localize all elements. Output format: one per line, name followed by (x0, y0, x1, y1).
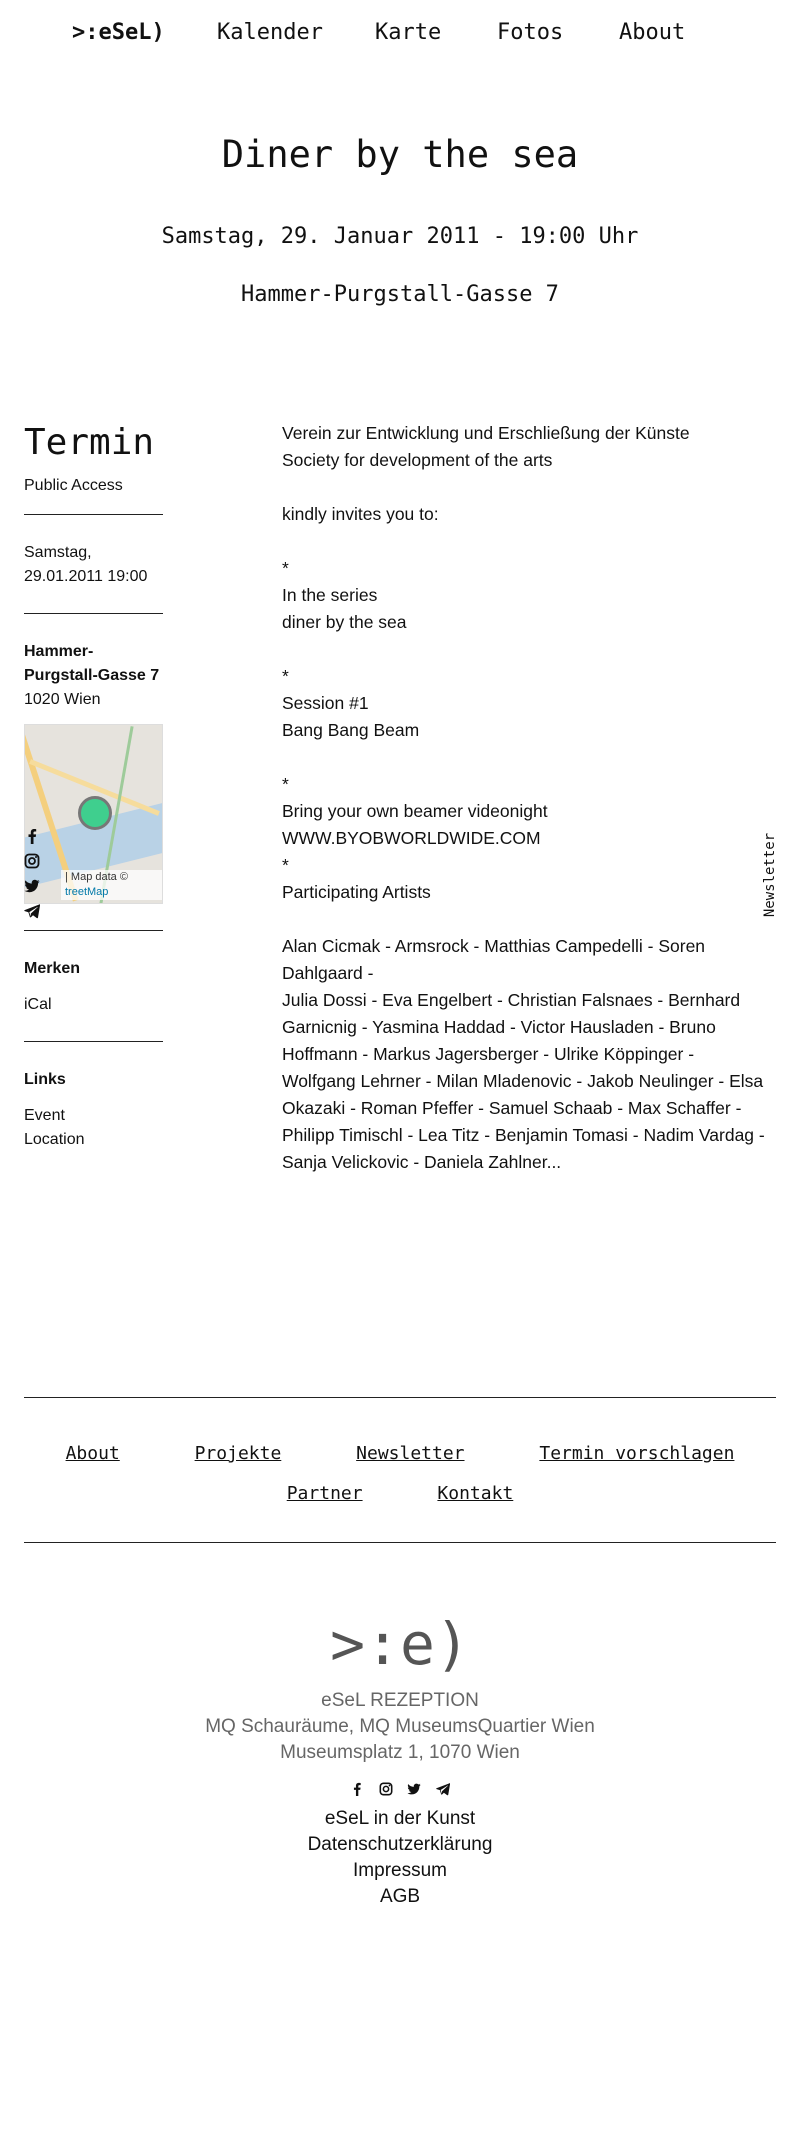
date-weekday: Samstag, (24, 544, 92, 561)
description-line: In the series (282, 585, 378, 605)
event-description (282, 420, 782, 1176)
map-attribution (61, 870, 163, 900)
description-line (282, 528, 782, 555)
description-line (282, 744, 782, 771)
nav-about[interactable]: About (619, 20, 686, 45)
instagram-icon[interactable] (379, 1782, 393, 1796)
event-link[interactable]: Event (24, 1107, 65, 1124)
description-line (282, 474, 782, 501)
newsletter-tab-label: Newsletter (762, 832, 778, 918)
twitter-icon[interactable] (24, 878, 40, 894)
description-line: * (282, 666, 289, 686)
artists-line: Wolfgang Lehrner - Milan Mladenovic - Jakob Neulinger - Elsa Okazaki - Roman Pfeffer - Samuel Schaab - Max Schaffer - (282, 1071, 764, 1118)
facebook-icon[interactable] (24, 828, 40, 844)
footer-link-newsletter[interactable]: Newsletter (356, 1443, 465, 1464)
description-line: Society for development of the arts (282, 450, 553, 470)
description-line (282, 906, 782, 933)
footer-link-esel-in-der-kunst[interactable]: eSeL in der Kunst (324, 1808, 476, 1829)
footer-link-impressum[interactable]: Impressum (353, 1860, 447, 1881)
footer-links-row (0, 1474, 800, 1514)
date-value: 29.01.2011 19:00 (24, 568, 148, 585)
merken-block (24, 931, 163, 1041)
termin-sidebar (24, 420, 163, 1152)
map-attribution-text: | Map data © (65, 871, 128, 883)
nav-karte[interactable]: Karte (375, 20, 442, 45)
footer-links-row (0, 1434, 800, 1474)
event-address: Hammer-Purgstall-Gasse 7 (241, 282, 559, 307)
links-title: Links (24, 1071, 66, 1088)
description-line: Session #1 (282, 693, 369, 713)
footer-link-about[interactable]: About (65, 1443, 120, 1464)
footer-address (0, 1688, 800, 1766)
footer-link-projekte[interactable]: Projekte (194, 1443, 282, 1464)
footer-link-termin-vorschlagen[interactable]: Termin vorschlagen (539, 1443, 735, 1464)
description-line: Bring your own beamer videonight (282, 801, 548, 821)
description-line: Bang Bang Beam (282, 720, 420, 740)
access-label: Public Access (24, 477, 123, 494)
event-datetime (24, 515, 163, 613)
event-title: Diner by the sea (221, 133, 579, 176)
footer-address-line: MQ Schauräume, MQ MuseumsQuartier Wien (205, 1716, 595, 1737)
artists-line: Alan Cicmak - Armsrock - Matthias Campedelli - Soren Dahlgaard - (282, 936, 706, 983)
footer-social-icons (0, 1780, 800, 1798)
footer-link-datenschutz[interactable]: Datenschutzerklärung (307, 1834, 493, 1855)
venue-city: 1020 Wien (24, 691, 101, 708)
top-navigation (0, 20, 800, 54)
description-line: kindly invites you to: (282, 504, 439, 524)
ical-link[interactable]: iCal (24, 996, 52, 1013)
footer-link-kontakt[interactable]: Kontakt (437, 1483, 514, 1504)
footer-link-agb[interactable]: AGB (379, 1886, 421, 1907)
description-line: diner by the sea (282, 612, 407, 632)
links-block (24, 1042, 163, 1152)
instagram-icon[interactable] (24, 853, 40, 869)
floating-social-bar (24, 828, 46, 928)
footer-legal-links (0, 1806, 800, 1910)
description-line: * (282, 774, 289, 794)
location-link[interactable]: Location (24, 1131, 85, 1148)
description-line: * (282, 558, 289, 578)
footer-address-line: Museumsplatz 1, 1070 Wien (280, 1742, 520, 1763)
telegram-icon[interactable] (436, 1782, 450, 1796)
termin-heading: Termin (24, 422, 155, 463)
map-marker-icon[interactable] (78, 796, 112, 830)
venue-street-2: Purgstall-Gasse 7 (24, 667, 160, 684)
map-attribution-link[interactable]: treetMap (65, 886, 109, 898)
artists-line: Julia Dossi - Eva Engelbert - Christian Falsnaes - Bernhard Garnicnig - Yasmina Haddad - Victor Hausladen - Bruno Hoffmann - Markus Jagersberger - Ulrike Köppinger - (282, 990, 741, 1064)
footer-link-partner[interactable]: Partner (286, 1483, 363, 1504)
artists-line: Philipp Timischl - Lea Titz - Benjamin Tomasi - Nadim Vardag - (282, 1125, 765, 1145)
twitter-icon[interactable] (407, 1782, 421, 1796)
facebook-icon[interactable] (350, 1782, 364, 1796)
artists-line: Sanja Velickovic - Daniela Zahlner... (282, 1152, 562, 1172)
footer-divider-top (24, 1397, 776, 1398)
footer-brand-logo[interactable]: >:e) (330, 1610, 470, 1678)
byob-link[interactable]: WWW.BYOBWORLDWIDE.COM (282, 828, 541, 848)
footer-address-line: eSeL REZEPTION (321, 1690, 479, 1711)
venue-street-1: Hammer- (24, 643, 94, 660)
merken-title: Merken (24, 960, 81, 977)
telegram-icon[interactable] (24, 903, 40, 919)
description-line: Participating Artists (282, 882, 431, 902)
description-line: * (282, 855, 289, 875)
footer-navigation (0, 1434, 800, 1514)
description-line (282, 636, 782, 663)
site-logo[interactable]: >:eSeL) (72, 20, 165, 45)
footer-divider-bottom (24, 1542, 776, 1543)
nav-fotos[interactable]: Fotos (497, 20, 564, 45)
nav-kalender[interactable]: Kalender (217, 20, 323, 45)
event-date: Samstag, 29. Januar 2011 - 19:00 Uhr (161, 224, 639, 249)
description-line: Verein zur Entwicklung und Erschließung der Künste (282, 423, 690, 443)
